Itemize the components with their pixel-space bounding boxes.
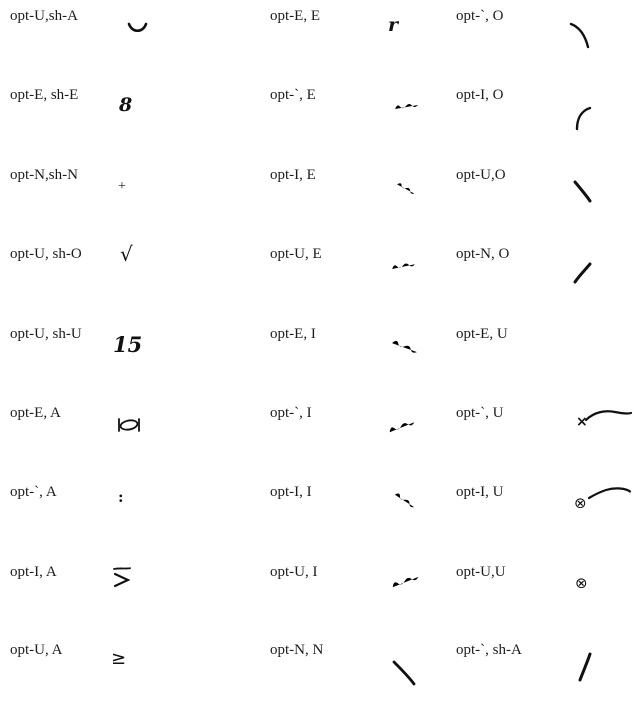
shortcut-label: opt-E, I [270,326,316,342]
x-mark-glyph: × [576,414,588,430]
shortcut-label: opt-N,sh-N [10,167,78,183]
shortcut-label: opt-`, O [456,8,504,24]
shortcut-label: opt-I, A [10,564,57,580]
shortcut-label: opt-`, U [456,405,504,421]
shortcut-label: opt-`, I [270,405,312,421]
italic-eight-glyph: 8 [119,94,133,116]
shortcut-label: opt-N, O [456,246,510,262]
circled-x-glyph: ⊗ [575,574,588,592]
shortcut-label: opt-I, U [456,484,504,500]
shortcut-label: opt-U,O [456,167,506,183]
tall-slash-stroke-icon [576,652,594,684]
shortcut-label: opt-U,sh-A [10,8,78,24]
italic-fifteen-glyph: 15 [113,332,143,357]
breve-arc-icon [127,22,149,36]
shortcut-label: opt-I, O [456,87,504,103]
long-arc-icon [588,486,634,504]
shortcut-label: opt-`, sh-A [456,642,522,658]
shortcut-label: opt-U, E [270,246,322,262]
curve-rising-right-icon [575,106,593,132]
wavy-stroke-horizontal-icon [393,98,423,114]
shortcut-label: opt-U,U [456,564,506,580]
shortcut-label: opt-N, N [270,642,324,658]
shortcut-label: opt-U, sh-U [10,326,82,342]
long-arc-icon [585,408,635,424]
barred-oval-icon [115,416,143,434]
shortcut-label: opt-I, I [270,484,312,500]
shortcut-label: opt-E, E [270,8,320,24]
greater-equal-glyph: ≥ [111,648,127,669]
radical-check-glyph: √ [120,242,133,266]
wavy-stroke-ascending-icon [387,412,423,436]
colon-dots-glyph: : [118,488,124,506]
shortcut-label: opt-E, sh-E [10,87,79,103]
wavy-stroke-descending-short-icon [396,178,426,204]
wavy-stroke-ascending-long-icon [390,566,426,592]
small-plus-glyph: + [118,179,126,194]
short-backslash-stroke-icon [573,180,593,204]
shortcut-label: opt-`, E [270,87,316,103]
shortcut-label: opt-U, I [270,564,318,580]
shortcut-label: opt-`, A [10,484,57,500]
wavy-stroke-descending-steep-icon [394,488,426,518]
circled-x-glyph: ⊗ [574,494,587,512]
smooth-stroke-descending-icon [392,660,418,688]
shortcut-label: opt-U, sh-O [10,246,82,262]
shortcut-label: opt-I, E [270,167,316,183]
shortcut-label: opt-U, A [10,642,63,658]
shortcut-label: opt-E, U [456,326,508,342]
overlined-greater-than-icon [112,566,132,590]
curve-falling-right-icon [569,22,593,52]
shortcut-label: opt-E, A [10,405,61,421]
wavy-stroke-gentle-icon [390,256,422,274]
italic-r-glyph: r [388,14,399,36]
short-slash-stroke-icon [573,262,593,285]
wavy-stroke-descending-icon [391,334,427,360]
